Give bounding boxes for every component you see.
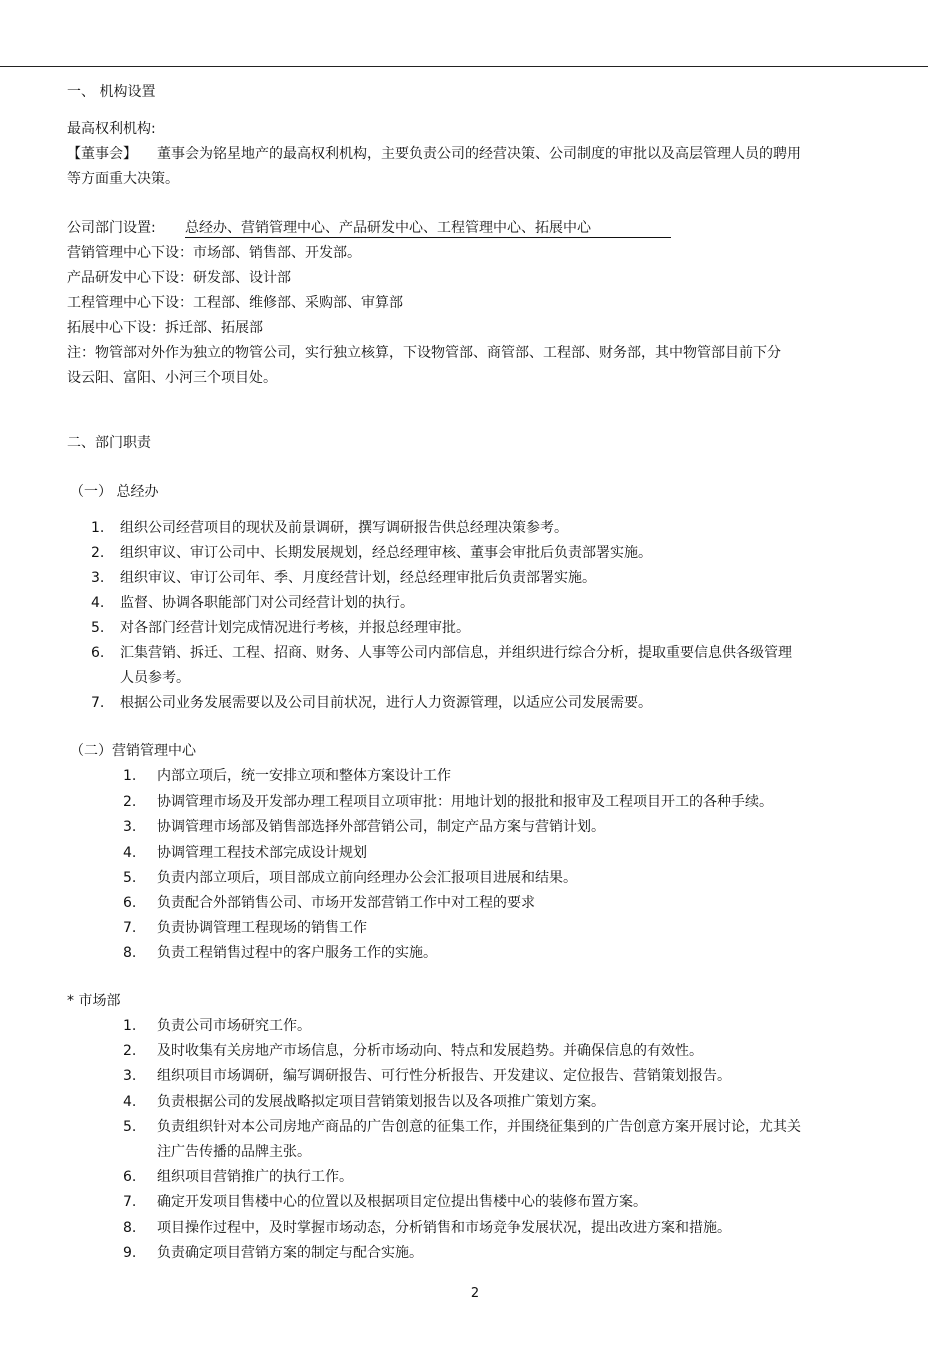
- note-line2: 设云阳、富阳、小河三个项目处。: [67, 370, 277, 386]
- list-item-text: 负责根据公司的发展战略拟定项目营销策划报告以及各项推广策划方案。: [157, 1094, 605, 1110]
- list-item-text: 负责确定项目营销方案的制定与配合实施。: [157, 1245, 423, 1261]
- list-item-number: 8.: [123, 1220, 137, 1236]
- page-number: 2: [470, 1286, 480, 1301]
- marketing-center-heading: （二）营销管理中心: [70, 743, 196, 759]
- dept-setup-underline: [185, 237, 671, 238]
- board-tag: 【董事会】: [67, 146, 137, 162]
- product-center-sub: 产品研发中心下设：研发部、设计部: [67, 270, 291, 286]
- list-item-text: 协调管理市场及开发部办理工程项目立项审批：用地计划的报批和报审及工程项目开工的各种手续。: [157, 794, 773, 810]
- list-item-number: 5.: [123, 870, 137, 886]
- list-item-number: 1.: [91, 520, 105, 536]
- list-item-text: 负责内部立项后，项目部成立前向经理办公会汇报项目进展和结果。: [157, 870, 577, 886]
- list-item-text: 负责配合外部销售公司、市场开发部营销工作中对工程的要求: [157, 895, 535, 911]
- list-item-text: 根据公司业务发展需要以及公司目前状况，进行人力资源管理，以适应公司发展需要。: [120, 695, 652, 711]
- list-item-text: 组织项目营销推广的执行工作。: [157, 1169, 353, 1185]
- list-item-number: 7.: [123, 1194, 137, 1210]
- gm-office-heading: （一） 总经办: [70, 484, 159, 500]
- list-item-number: 2.: [91, 545, 105, 561]
- list-item-number: 7.: [91, 695, 105, 711]
- list-item-text-continued: 注广告传播的品牌主张。: [157, 1144, 311, 1160]
- list-item-text: 监督、协调各职能部门对公司经营计划的执行。: [120, 595, 414, 611]
- list-item-text: 协调管理市场部及销售部选择外部营销公司，制定产品方案与营销计划。: [157, 819, 605, 835]
- list-item-number: 9.: [123, 1245, 137, 1261]
- list-item-text: 确定开发项目售楼中心的位置以及根据项目定位提出售楼中心的装修布置方案。: [157, 1194, 647, 1210]
- list-item-number: 5.: [123, 1119, 137, 1135]
- engineering-center-sub: 工程管理中心下设：工程部、维修部、采购部、审算部: [67, 295, 403, 311]
- list-item-text: 组织公司经营项目的现状及前景调研，撰写调研报告供总经理决策参考。: [120, 520, 568, 536]
- list-item-number: 3.: [91, 570, 105, 586]
- list-item-text: 项目操作过程中，及时掌握市场动态，分析销售和市场竞争发展状况，提出改进方案和措施。: [157, 1220, 731, 1236]
- list-item-text: 协调管理工程技术部完成设计规划: [157, 845, 367, 861]
- list-item-number: 6.: [123, 895, 137, 911]
- list-item-text: 负责组织针对本公司房地产商品的广告创意的征集工作，并围绕征集到的广告创意方案开展讨论，尤其关: [157, 1119, 801, 1135]
- list-item-text: 负责公司市场研究工作。: [157, 1018, 311, 1034]
- list-item-number: 1.: [123, 768, 137, 784]
- section2-heading: 二、部门职责: [67, 435, 151, 451]
- list-item-number: 3.: [123, 819, 137, 835]
- list-item-text: 组织审议、审订公司年、季、月度经营计划，经总经理审批后负责部署实施。: [120, 570, 596, 586]
- list-item-text: 对各部门经营计划完成情况进行考核，并报总经理审批。: [120, 620, 470, 636]
- expansion-center-sub: 拓展中心下设：拆迁部、拓展部: [67, 320, 263, 336]
- list-item-number: 8.: [123, 945, 137, 961]
- list-item-number: 6.: [123, 1169, 137, 1185]
- list-item-number: 4.: [123, 845, 137, 861]
- list-item-number: 3.: [123, 1068, 137, 1084]
- list-item-number: 2.: [123, 1043, 137, 1059]
- list-item-text: 负责协调管理工程现场的销售工作: [157, 920, 367, 936]
- market-dept-heading: * 市场部: [67, 993, 121, 1009]
- dept-setup-value: 总经办、营销管理中心、产品研发中心、工程管理中心、拓展中心: [185, 220, 591, 236]
- list-item-number: 2.: [123, 794, 137, 810]
- list-item-number: 5.: [91, 620, 105, 636]
- section1-heading: 一、 机构设置: [67, 84, 156, 100]
- marketing-center-sub: 营销管理中心下设：市场部、销售部、开发部。: [67, 245, 361, 261]
- list-item-text: 组织项目市场调研，编写调研报告、可行性分析报告、开发建议、定位报告、营销策划报告。: [157, 1068, 731, 1084]
- list-item-number: 1.: [123, 1018, 137, 1034]
- note-line1: 注：物管部对外作为独立的物管公司，实行独立核算，下设物管部、商管部、工程部、财务部，其中物管部目前下分: [67, 345, 781, 361]
- board-text: 董事会为铭星地产的最高权利机构，主要负责公司的经营决策、公司制度的审批以及高层管理人员的聘用: [157, 146, 801, 162]
- board-paragraph-line2: 等方面重大决策。: [67, 171, 179, 187]
- header-rule: [0, 66, 928, 67]
- list-item-text: 组织审议、审订公司中、长期发展规划，经总经理审核、董事会审批后负责部署实施。: [120, 545, 652, 561]
- list-item-number: 4.: [91, 595, 105, 611]
- dept-setup-label: 公司部门设置:: [67, 220, 156, 236]
- list-item-text-continued: 人员参考。: [120, 670, 190, 686]
- board-paragraph-line1: [67, 144, 801, 164]
- list-item-number: 7.: [123, 920, 137, 936]
- list-item-text: 负责工程销售过程中的客户服务工作的实施。: [157, 945, 437, 961]
- list-item-number: 4.: [123, 1094, 137, 1110]
- list-item-number: 6.: [91, 645, 105, 661]
- list-item-text: 及时收集有关房地产市场信息，分析市场动向、特点和发展趋势。并确保信息的有效性。: [157, 1043, 703, 1059]
- list-item-text: 内部立项后，统一安排立项和整体方案设计工作: [157, 768, 451, 784]
- highest-authority-label: 最高权利机构:: [67, 121, 156, 137]
- list-item-text: 汇集营销、拆迁、工程、招商、财务、人事等公司内部信息，并组织进行综合分析，提取重要信息供各级管理: [120, 645, 792, 661]
